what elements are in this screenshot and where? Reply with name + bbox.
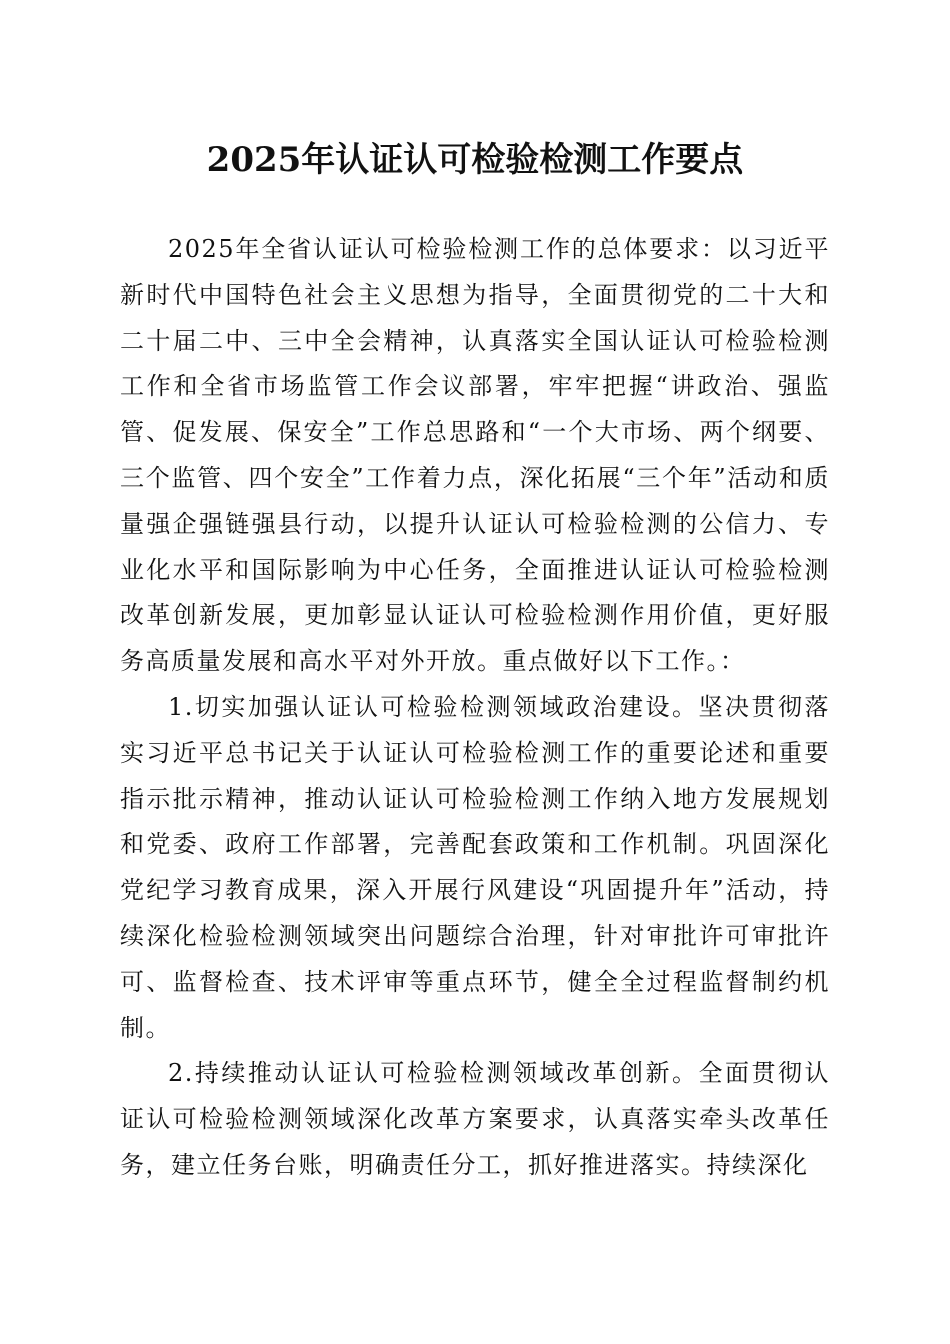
paragraph-item-1: 1.切实加强认证认可检验检测领域政治建设。坚决贯彻落实习近平总书记关于认证认可检验检测工作的重要论述和重要指示批示精神，推动认证认可检验检测工作纳入地方发展规划和党委、政府工作部署，完善配套政策和工作机制。巩固深化党纪学习教育成果，深入开展行风建设“巩固提升年”活动，持续深化检验检测领域突出问题综合治理，针对审批许可审批许可、监督检查、技术评审等重点环节，健全全过程监督制约机制。 — [120, 692, 830, 1042]
document-body — [120, 227, 830, 1189]
paragraph-item-2: 2.持续推动认证认可检验检测领域改革创新。全面贯彻认证认可检验检测领域深化改革方案要求，认真落实牵头改革任务，建立任务台账，明确责任分工，抓好推进落实。持续深化 — [120, 1059, 830, 1179]
paragraph-overall-requirements: 2025年全省认证认可检验检测工作的总体要求：以习近平新时代中国特色社会主义思想为指导，全面贯彻党的二十大和二十届二中、三中全会精神，认真落实全国认证认可检验检测工作和全省市场监管工作会议部署，牢牢把握“讲政治、强监管、促发展、保安全”工作总思路和“一个大市场、两个纲要、三个监管、四个安全”工作着力点，深化拓展“三个年”活动和质量强企强链强县行动，以提升认证认可检验检测的公信力、专业化水平和国际影响为中心任务，全面推进认证认可检验检测改革创新发展，更加彰显认证认可检验检测作用价值，更好服务高质量发展和高水平对外开放。重点做好以下工作。： — [120, 235, 830, 676]
document-title: 2025年认证认可检验检测工作要点 — [206, 140, 744, 180]
